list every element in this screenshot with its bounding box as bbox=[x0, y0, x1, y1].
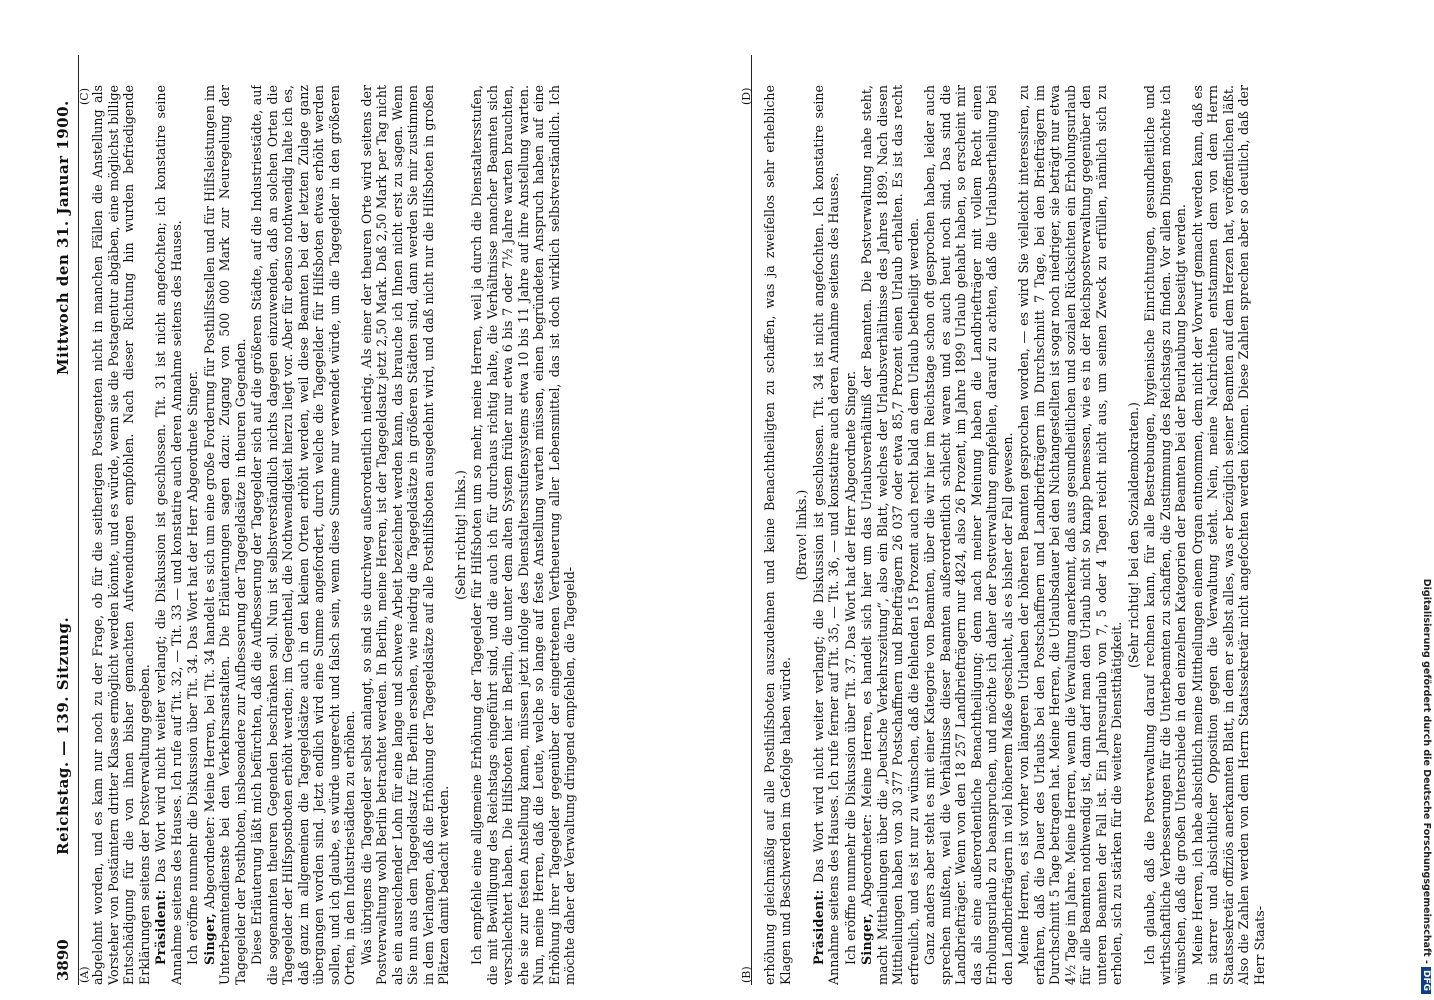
margin-marker-d: (D) bbox=[740, 87, 753, 105]
paragraph: Ich empfehle eine allgemeine Erhöhung der Tagegelder für Hilfsboten um so mehr, meine Herren, weil ja durch die Dienstaltersstufen, die mit Bewilligung des Reichstags eingeführt sind, und die auch ich für durchaus richtig halte, die Verhältnisse mancher Beamten sich verschlechtert haben. Die Hilfsboten hier in Berlin, die unter dem alten System früher nur etwa 6 bis 7 oder 7½ Jahre warten brauchten, ehe sie zur festen Anstellung kamen, müssen jetzt infolge des Dienstaltersstufensystems etwa 10 bis 11 Jahre auf ihre Anstellung warten. Nun, meine Herren, daß die Leute, welche so lange auf feste Anstellung warten müssen, einen begründeten Anspruch haben auf eine Erhöhung ihrer Tagegelder gegenüber der eingetretenen Vertheuerung aller Lebensmittel, das ist doch wirklich selbstverständlich. Ich möchte daher der Verwaltung dringend empfehlen, die Tagegeld- bbox=[469, 85, 577, 985]
margin-marker-c: (C) bbox=[78, 88, 91, 105]
speech-text: Abgeordneter: Meine Herren, es handelt sich hier um das Urlaubsverhältniß der Beamten. Die Postverwaltung nahe steht, macht Mittheilungen über die „Deutsche Verkehrszeitung“, also ein Blatt, welches der Urlaubsverhältnisse des Jahres 1899. Nach diesen Mittheilungen haben von 30 377 Postschaffnern und Briefträgern 26 037 oder etwa 85,7 Prozent einen Urlaub erhalten. Es ist das recht erfreulich, und es ist nur zu wünschen, daß die fehlenden 15 Prozent auch recht bald an dem Urlaub betheiligt werden. bbox=[859, 85, 921, 985]
page-number: 3890 bbox=[54, 939, 72, 981]
paragraph: Diese Erläuterung läßt mich befürchten, daß die Aufbesserung der Tagegelder sich auf die größeren Städte, auf die Industriestädte, auf die sogenannten theuren Gegenden beschränken soll. Nun ist selbstverständlich nichts dagegen einzuwenden, daß an solchen Orten die Tagegelder der Hilfspostboten erhöht werden; im Gegentheil, die Nothwendigkeit hierzu liegt vor. Aber für ebenso nothwendig halte ich es, daß ganz im allgemeinen die Tagegeldsätze auch in den kleinen Orten erhöht werden, weil diese Beamten bei der letzten Zulage ganz übergangen worden sind. Jetzt endlich wird eine Summe angefordert, durch welche die Tagegelder für Hilfsboten etwas erhöht werden sollen, und ich glaube, es würde ungerecht und falsch sein, wenn diese Summe nur verwendet würde, um die Tagegelder in den größeren Orten, in den Industriestädten zu erhöhen. bbox=[249, 85, 357, 985]
paragraph bbox=[153, 85, 184, 985]
paragraph: erhöhung gleichmäßig auf alle Posthilfsboten auszudehnen und keine Benachtheiligten zu schaffen, was ja zweifellos sehr erhebliche Klagen und Beschwerden im Gefolge haben würde. bbox=[762, 85, 793, 985]
reaction: (Sehr richtig! bei den Sozialdemokraten.) bbox=[1125, 402, 1141, 668]
column-divider bbox=[751, 55, 752, 985]
session-date: Mittwoch den 31. Januar 1900. bbox=[54, 100, 72, 375]
left-column bbox=[90, 85, 746, 985]
paragraph: Ganz anders aber steht es mit einer Kategorie von Beamten, über die wir hier im Reichstage schon oft gesprochen haben, leider auch sprechen mußten, weil die Verhältnisse dieser Beamten außerordentlich schlecht waren und es auch heut noch sind. Das sind die Landbriefträger. Wenn von den 18 257 Landbriefträgern nur 4824, also 26 Prozent, im Jahre 1899 Urlaub gehabt haben, so erscheint mir das als eine außerordentliche Benachtheiligung; denn nach meiner Meinung haben die Landbriefträger mit vollem Recht einen Erholungsurlaub zu beanspruchen, und möchte ich daher der Postverwaltung empfehlen, darauf zu achten, daß die Urlaubsertheilung bei den Landbriefträgern in viel höherem Maße geschieht, als es bisher der Fall gewesen. bbox=[922, 85, 1015, 985]
paragraph: Ich eröffne nunmehr die Diskussion über Tit. 37. Das Wort hat der Herr Abgeordnete Singer. bbox=[842, 370, 858, 965]
rotated-content bbox=[50, 55, 1410, 985]
dfg-logo: DFG bbox=[1421, 967, 1431, 994]
paragraph: Ich glaube, daß die Postverwaltung darauf rechnen kann, für alle Bestrebungen, hygienische Einrichtungen, gesundheitliche und wirthschaftliche Verbesserungen für die Unterbeamten zu schaffen, die Zustimmung des Reichstags zu finden. Vor allen Dingen möchte ich wünschen, daß die großen Unterschiede in den einzelnen Kategorien der Beamten bei der Beurlaubung beseitigt werden. bbox=[1142, 85, 1188, 985]
credit-text: Digitalisierung gefördert durch die Deutsche Forschungsgemeinschaft - bbox=[1421, 578, 1432, 964]
reaction: (Bravo! links.) bbox=[794, 489, 809, 581]
speaker-name: Präsident: bbox=[810, 889, 826, 965]
paragraph: Meine Herren, es ist vorher von längeren Urlauben der höheren Beamten gesprochen worden, — es wird Sie vielleicht interessiren, zu erfahren, daß die Dauer des Urlaubs bei den Postschaffnern und Landbriefträgern im Durchschnitt 7 Tage, bei den Briefträgern im Durchschnitt 5 Tage betragen hat. Meine Herren, die Urlaubsdauer bei den Nichtangestellten ist sogar noch niedriger, sie beträgt nur etwa 4½ Tage im Jahre. Meine Herren, wenn die Verwaltung anerkennt, daß aus gesundheitlichen und sozialen Rücksichten ein Erholungsurlaub für alle Beamten nothwendig ist, dann darf man den Urlaub nicht so knapp bemessen, wie es in der Reichspostverwaltung gegenüber den unteren Beamten der Fall ist. Ein Jahresurlaub von 7, 5 oder 4 Tagen reicht nicht aus, um seinen Zweck zu erfüllen, nämlich sich zu erholen, sich zu stärken für die weitere Dienstthätigkeit. bbox=[1016, 85, 1124, 985]
speech-text: Das Wort wird nicht weiter verlangt; die Diskussion ist geschlossen. Tit. 31 ist nicht angefochten; ich konstatire seine Annahme seitens des Hauses. Ich rufe auf Tit. 32, — Tit. 33 — und konstatire auch deren Annahme seitens des Hauses. bbox=[153, 85, 184, 985]
paragraph bbox=[859, 85, 921, 985]
speech-text: Abgeordneter: Meine Herren, bei Tit. 34 handelt es sich um eine große Forderung für Posthilfsstellen und für Hilfsleistungen im Unterbeamtendienste bei den Verkehrsanstalten. Die Erläuterungen sagen dazu: Zugang von 500 000 Mark zur Neuregelung der Tagegelder der Posthboten, insbesondere zur Aufbesserung der Tagegeldsätze in theuren Gegenden. bbox=[201, 85, 248, 985]
speech-text: Das Wort wird nicht weiter verlangt; die Diskussion ist geschlossen. Tit. 34 ist nicht angefochten. Ich konstatire seine Annahme seitens des Hauses. Ich rufe ferner auf Tit. 35, — Tit. 36, — und konstatire auch deren Annahme seitens des Hauses. bbox=[810, 85, 841, 985]
speaker-name: Singer, bbox=[859, 912, 874, 965]
paragraph: Was übrigens die Tagegelder selbst anlangt, so sind sie durchweg außerordentlich niedrig. Als einer der theuren Orte wird seitens der Postverwaltung wohl Berlin betrachtet werden. In Berlin, meine Herren, ist der Tagegeldsatz jetzt 2,50 Mark. Daß 2,50 Mark per Tag nicht als ein ausreichender Lohn für eine lange und schwere Arbeit bezeichnet werden kann, das brauche ich Ihnen nicht erst zu sagen. Wenn Sie nun aus dem Tagegeldsatz für Berlin ersehen, wie niedrig die Tagegeldsätze in größeren Städten sind, dann werden Sie mir zustimmen in dem Verlangen, daß die Erhöhung der Tagegeldsätze auf alle Posthilfsboten ausgedehnt wird, und daß nicht nur die Hilfsboten in großen Plätzen damit bedacht werden. bbox=[358, 85, 451, 985]
paragraph: Ich eröffne nunmehr die Diskussion über Tit. 34. Das Wort hat der Herr Abgeordnete Singer. bbox=[185, 370, 200, 965]
speaker-name: Präsident: bbox=[153, 889, 168, 965]
margin-marker-a: (A) bbox=[78, 966, 91, 983]
page-header bbox=[50, 55, 79, 985]
speaker-name: Singer, bbox=[201, 912, 217, 965]
reaction: (Sehr richtig! links.) bbox=[452, 470, 468, 600]
paragraph bbox=[202, 85, 249, 985]
session-title: Reichstag. — 139. Sitzung. bbox=[54, 616, 72, 855]
right-column bbox=[762, 85, 1402, 985]
paragraph bbox=[811, 85, 842, 985]
margin-marker-b: (B) bbox=[740, 966, 753, 983]
digitization-credit bbox=[1418, 4, 1434, 996]
paragraph: abgelohnt worden, und es kam nur noch zu der Frage, ob für die seitherigen Postagenten nicht in manchen Fällen die Anstellung als Vorsteher von Postämtern dritter Klasse ermöglicht werden könnte, und es würde, wenn sie die Postagentur abgäben, eine möglichst billige Entschädigung für die von ihnen bisher gemachten Aufwendungen empfohlen. Nach dieser Richtung hin wurden befriedigende Erklärungen seitens der Postverwaltung gegeben. bbox=[90, 85, 152, 985]
paragraph: Meine Herren, ich habe absichtlich meine Mittheilungen einem Organ entnommen, dem nicht der Vorwurf gemacht werden kann, daß es in starrer und absichtlicher Opposition gegen die Verwaltung steht. Nein, meine Nachrichten entstammen dem von dem Herrn Staatssekretär offiziös anerkannten Blatt, in dem er selbst alles, was er bezüglich seiner Beamten auf dem Herzen hat, veröffentlichen läßt. Also die Zahlen werden von dem Herrn Staatssekretär nicht angefochten werden können. Diese Zahlen sprechen aber so deutlich, daß der Herr Staats- bbox=[1189, 85, 1267, 985]
